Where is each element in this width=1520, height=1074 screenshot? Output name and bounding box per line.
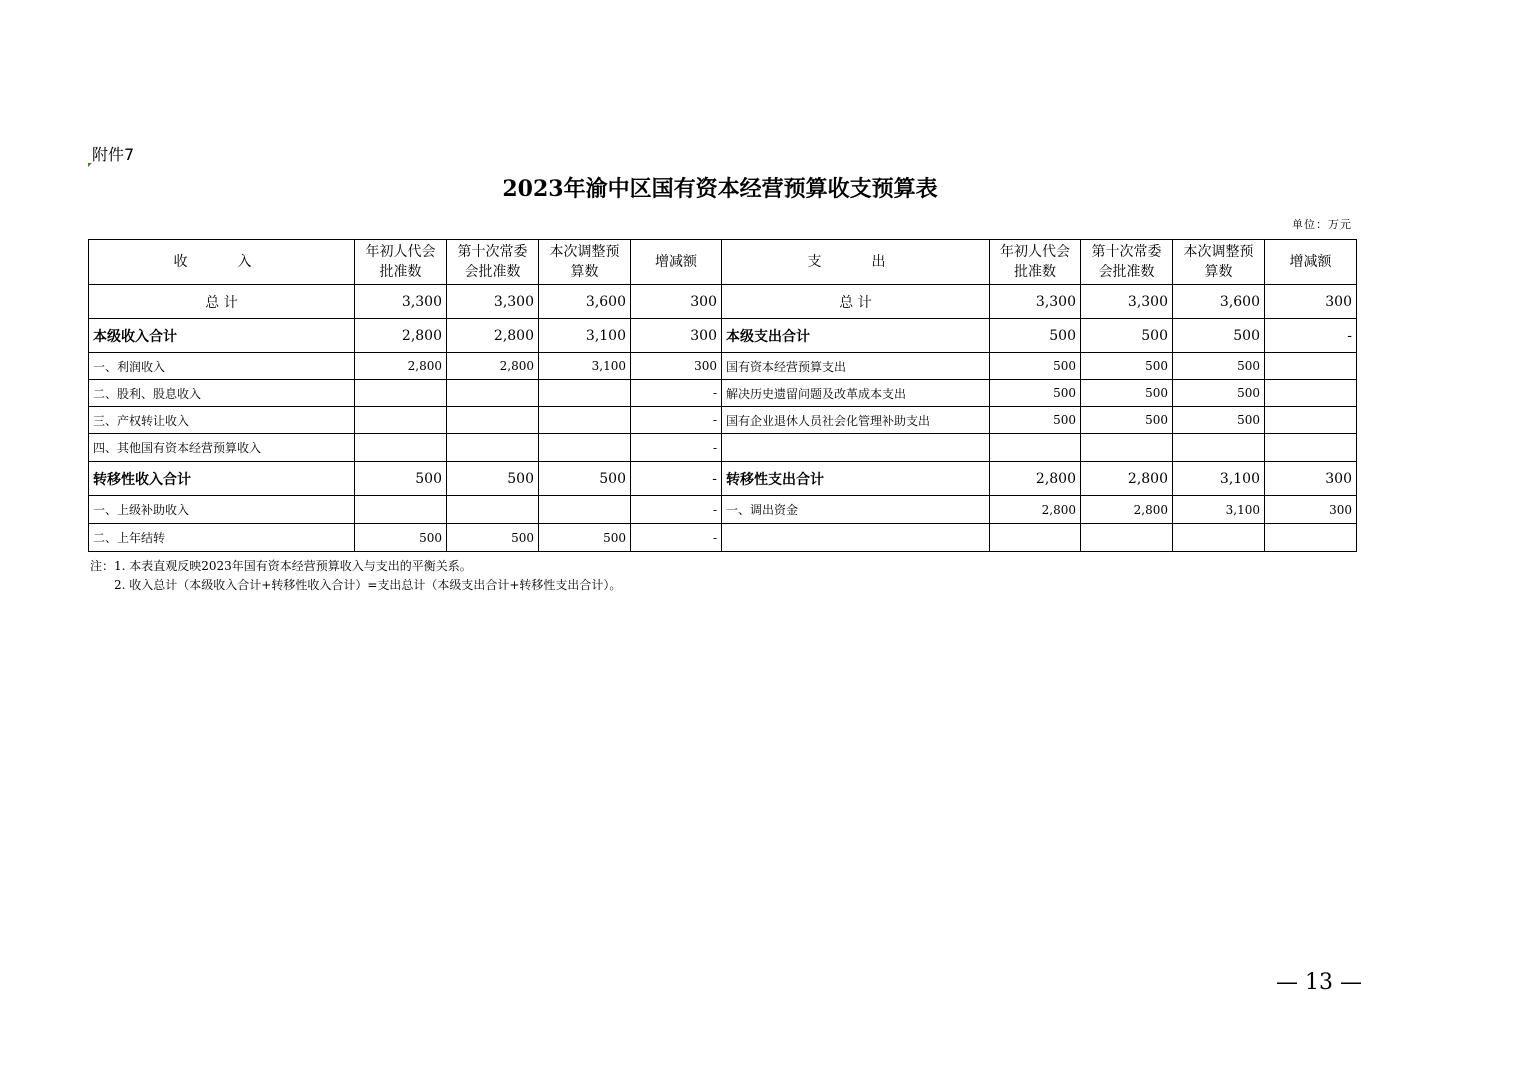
expense-value <box>1265 353 1357 380</box>
expense-value: 500 <box>1173 353 1265 380</box>
expense-value: 500 <box>1173 380 1265 407</box>
income-value <box>447 407 539 434</box>
income-value: 3,100 <box>539 353 631 380</box>
income-value <box>355 434 447 462</box>
expense-value: 3,300 <box>1081 285 1173 319</box>
table-row <box>89 434 1357 462</box>
income-value: - <box>631 380 722 407</box>
income-value: 3,300 <box>447 285 539 319</box>
header-income: 收 入 <box>89 240 355 285</box>
expense-value: 2,800 <box>990 496 1081 524</box>
income-label: 四、其他国有资本经营预算收入 <box>89 434 355 462</box>
expense-value: 3,300 <box>990 285 1081 319</box>
expense-value: 500 <box>990 380 1081 407</box>
expense-label: 总 计 <box>722 285 990 319</box>
income-value: - <box>631 434 722 462</box>
income-value: 2,800 <box>355 353 447 380</box>
income-value <box>355 407 447 434</box>
income-value: 2,800 <box>447 353 539 380</box>
header-adjusted-budget: 本次调整预算数 <box>1173 240 1265 285</box>
income-value <box>355 380 447 407</box>
expense-label <box>722 524 990 552</box>
expense-label: 转移性支出合计 <box>722 462 990 496</box>
expense-value: 500 <box>990 407 1081 434</box>
expense-value: 500 <box>1173 407 1265 434</box>
header-row <box>89 240 1357 285</box>
income-value: 500 <box>355 524 447 552</box>
header-change: 增减额 <box>631 240 722 285</box>
table-row <box>89 524 1357 552</box>
note-line: 2. 收入总计（本级收入合计+转移性收入合计）=支出总计（本级支出合计+转移性支出合计）。 <box>114 578 622 592</box>
cell-marker <box>88 163 92 167</box>
income-value: 300 <box>631 319 722 353</box>
expense-value <box>1265 407 1357 434</box>
expense-value: - <box>1265 319 1357 353</box>
table-row <box>89 407 1357 434</box>
income-label: 二、上年结转 <box>89 524 355 552</box>
income-value <box>539 407 631 434</box>
table-row-subtotal <box>89 319 1357 353</box>
expense-value: 3,100 <box>1173 496 1265 524</box>
expense-value <box>1081 524 1173 552</box>
income-value: 500 <box>447 462 539 496</box>
expense-value: 2,800 <box>1081 496 1173 524</box>
expense-label <box>722 434 990 462</box>
header-adjusted-budget: 本次调整预算数 <box>539 240 631 285</box>
table-row <box>89 496 1357 524</box>
expense-value: 300 <box>1265 285 1357 319</box>
page-title: 2023年渝中区国有资本经营预算收支预算表 <box>502 176 938 202</box>
expense-value: 500 <box>1081 353 1173 380</box>
expense-label: 国有企业退休人员社会化管理补助支出 <box>722 407 990 434</box>
income-value: - <box>631 462 722 496</box>
expense-value <box>1265 524 1357 552</box>
expense-value: 300 <box>1265 496 1357 524</box>
income-value: 500 <box>355 462 447 496</box>
income-value: 500 <box>539 524 631 552</box>
header-expense: 支 出 <box>722 240 990 285</box>
expense-label: 本级支出合计 <box>722 319 990 353</box>
table-row <box>89 380 1357 407</box>
expense-value <box>1265 434 1357 462</box>
attachment-label: 附件7 <box>92 145 135 164</box>
expense-value <box>1173 434 1265 462</box>
income-value: 500 <box>539 462 631 496</box>
income-value <box>447 496 539 524</box>
income-value: - <box>631 524 722 552</box>
income-value: 3,600 <box>539 285 631 319</box>
expense-value: 500 <box>1081 407 1173 434</box>
header-initial-approved: 年初人代会批准数 <box>355 240 447 285</box>
expense-value: 300 <box>1265 462 1357 496</box>
unit-label: 单位：万元 <box>1292 218 1352 231</box>
expense-value: 2,800 <box>1081 462 1173 496</box>
table-notes <box>90 557 621 595</box>
expense-label: 解决历史遗留问题及改革成本支出 <box>722 380 990 407</box>
table-row-subtotal <box>89 462 1357 496</box>
income-value: - <box>631 407 722 434</box>
income-value <box>447 434 539 462</box>
income-value <box>539 380 631 407</box>
income-value: 2,800 <box>355 319 447 353</box>
income-value: 3,300 <box>355 285 447 319</box>
expense-value <box>990 524 1081 552</box>
expense-value: 500 <box>1081 380 1173 407</box>
page-number: — 13 — <box>1276 970 1362 995</box>
expense-value: 500 <box>990 353 1081 380</box>
note-line: 注：1. 本表直观反映2023年国有资本经营预算收入与支出的平衡关系。 <box>90 559 472 573</box>
header-committee-approved: 第十次常委会批准数 <box>1081 240 1173 285</box>
income-label: 总 计 <box>89 285 355 319</box>
income-value: 300 <box>631 285 722 319</box>
expense-value <box>990 434 1081 462</box>
expense-value: 500 <box>1173 319 1265 353</box>
income-value: - <box>631 496 722 524</box>
income-value <box>355 496 447 524</box>
income-value: 500 <box>447 524 539 552</box>
header-initial-approved: 年初人代会批准数 <box>990 240 1081 285</box>
expense-label: 国有资本经营预算支出 <box>722 353 990 380</box>
expense-value: 3,600 <box>1173 285 1265 319</box>
income-label: 本级收入合计 <box>89 319 355 353</box>
header-committee-approved: 第十次常委会批准数 <box>447 240 539 285</box>
expense-value: 2,800 <box>990 462 1081 496</box>
income-value: 2,800 <box>447 319 539 353</box>
expense-value <box>1265 380 1357 407</box>
expense-value: 500 <box>1081 319 1173 353</box>
income-label: 三、产权转让收入 <box>89 407 355 434</box>
income-value: 300 <box>631 353 722 380</box>
income-value <box>447 380 539 407</box>
income-label: 一、上级补助收入 <box>89 496 355 524</box>
budget-table <box>88 239 1357 552</box>
income-value: 3,100 <box>539 319 631 353</box>
income-label: 转移性收入合计 <box>89 462 355 496</box>
header-change: 增减额 <box>1265 240 1357 285</box>
expense-value: 3,100 <box>1173 462 1265 496</box>
income-value <box>539 496 631 524</box>
expense-value: 500 <box>990 319 1081 353</box>
expense-value <box>1173 524 1265 552</box>
income-label: 一、利润收入 <box>89 353 355 380</box>
expense-label: 一、调出资金 <box>722 496 990 524</box>
table-row-total <box>89 285 1357 319</box>
income-label: 二、股利、股息收入 <box>89 380 355 407</box>
expense-value <box>1081 434 1173 462</box>
income-value <box>539 434 631 462</box>
table-row <box>89 353 1357 380</box>
